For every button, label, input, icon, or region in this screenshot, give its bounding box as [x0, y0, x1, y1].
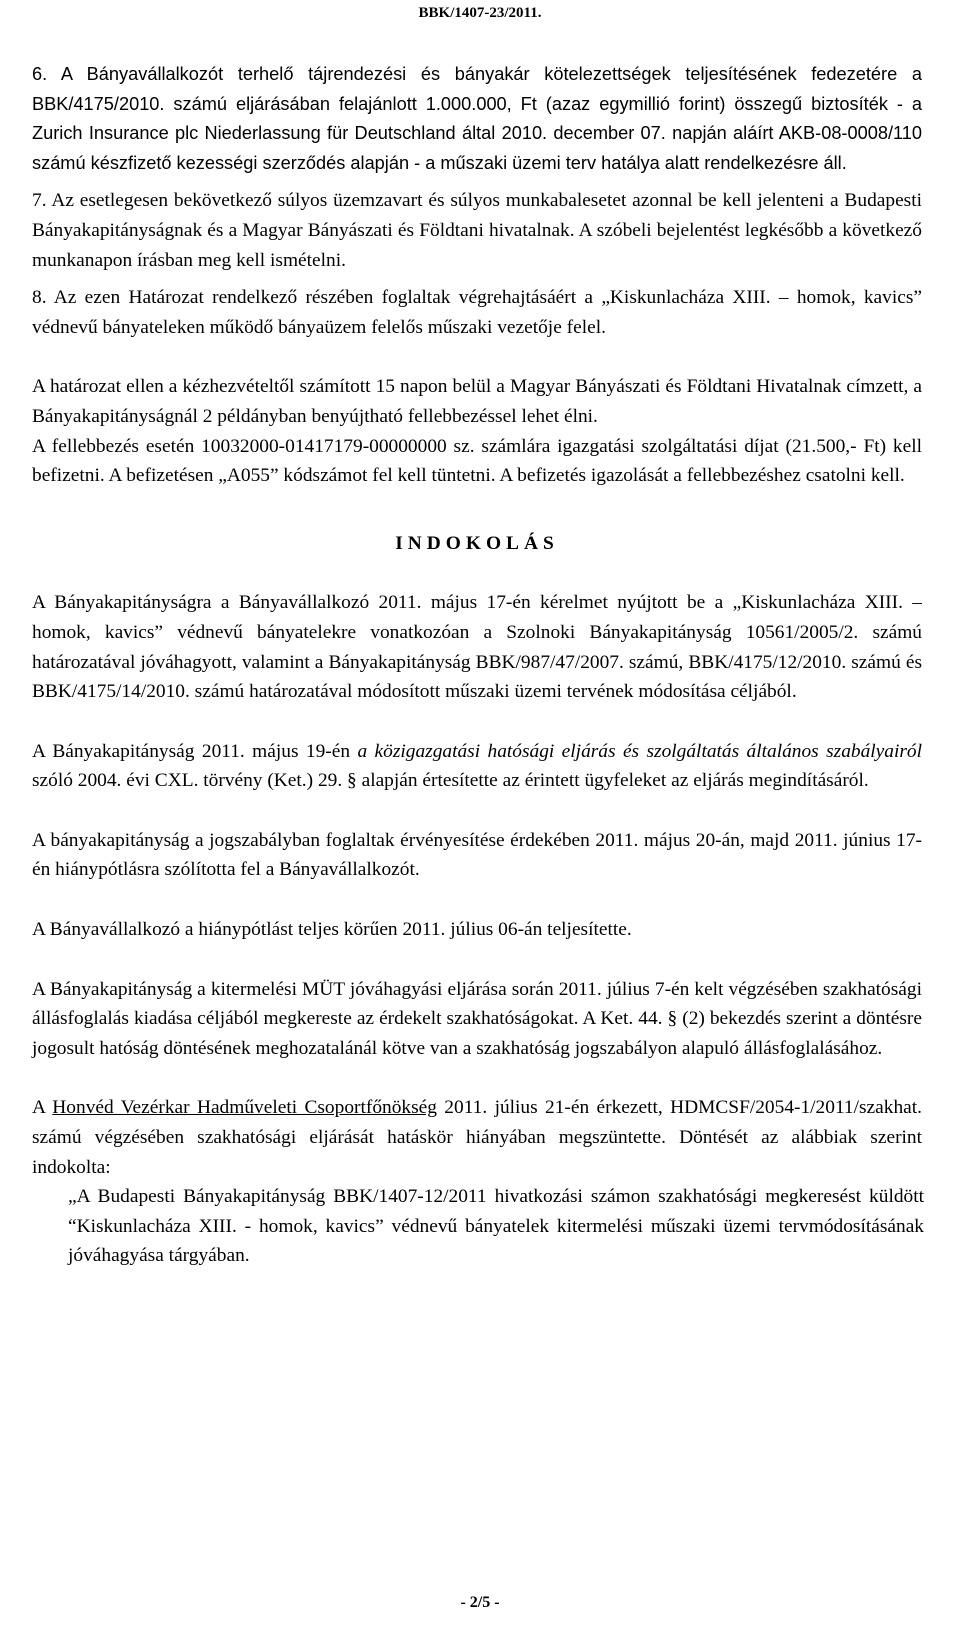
law-title: a közigazgatási hatósági eljárás és szolgáltatás általános szabályairól: [357, 740, 923, 762]
item-6: [32, 60, 922, 178]
para6-text-start: A: [32, 1097, 53, 1119]
reasoning-paragraph-5: A Bányakapitányság a kitermelési MÜT jóváhagyási eljárása során 2011. július 7-én kelt végzésében szakhatósági állásfoglalás kiadása céljából megkereste az érdekelt szakhatóságokat. A Ket. 44. § (2) bekezdés szerint a döntésre jogosult hatóság döntésének meghozatalánál kötve van a szakhatóság jogszabályon alapuló állásfoglalásához.: [32, 978, 922, 1059]
document-body: [32, 60, 922, 1271]
fee-paragraph: A fellebbezés esetén 10032000-01417179-00000000 sz. számlára igazgatási szolgáltatási díjat (21.500,- Ft) kell befizetni. A befizetésen „A055” kódszámot fel kell tüntetni. A befizetés igazolását a fellebbezéshez csatolni kell.: [32, 435, 922, 487]
reasoning-paragraph-1: A Bányakapitányságra a Bányavállalkozó 2011. május 17-én kérelmet nyújtott be a „Kiskunlacháza XIII. – homok, kavics” védnevű bányatelekre vonatkozóan a Szolnoki Bányakapitányság 10561/2005/2. számú határozatával jóváhagyott, valamint a Bányakapitányság BBK/987/47/2007. számú, BBK/4175/12/2010. számú és BBK/4175/14/2010. számú határozatával módosított műszaki üzemi tervének módosítása céljából.: [32, 592, 922, 703]
reasoning-paragraph-2: [32, 737, 922, 796]
reasoning-paragraph-4: A Bányavállalkozó a hiánypótlást teljes körűen 2011. július 06-án teljesítette.: [32, 919, 632, 941]
item-6-part-1: 6. A Bányavállalkozót terhelő tájrendezési és bányakár kötelezettségek teljesítésének fedezetére a BBK/4175/2010. számú eljárásában felajánlott 1.000.000, Ft (azaz egymillió forint) összegű biztosíték - a Zurich Insurance plc Niederlassung für Deutschland által 2010. december 07.: [32, 64, 922, 144]
reasoning-paragraph-3: A bányakapitányság a jogszabályban foglaltak érvényesítése érdekében 2011. május 20-án, majd 2011. június 17-én hiánypótlásra szólította fel a Bányavállalkozót.: [32, 829, 922, 881]
quoted-reasoning: „A Budapesti Bányakapitányság BBK/1407-12/2011 hivatkozási számon szakhatósági megkeresést küldött “Kiskunlacháza XIII. - homok, kavics” védnevű bányatelek kitermelési műszaki üzemi tervmódosításának jóváhagyása tárgyában.: [68, 1186, 924, 1267]
para2-text-end: szóló 2004. évi CXL. törvény (Ket.) 29. § alapján értesítette az érintett ügyfeleket az eljárás megindításáról.: [32, 770, 869, 792]
item-6-part-2: napján aláírt AKB-08-0008/110 számú készfizető kezességi szerződés alapján - a műszaki üzemi terv hatálya alatt rendelkezésre áll.: [32, 123, 922, 173]
document-header: BBK/1407-23/2011.: [418, 5, 542, 21]
item-8: 8. Az ezen Határozat rendelkező részében foglaltak végrehajtásáért a „Kiskunlacháza XIII. – homok, kavics” védnevű bányateleken működő bányaüzem felelős műszaki vezetője felel.: [32, 287, 922, 338]
page-number: - 2/5 -: [460, 1594, 500, 1611]
reasoning-paragraph-6: [32, 1093, 922, 1182]
para6-text-end: 2011. július 21-én érkezett, HDMCSF/2054-1/2011/szakhat. számú végzésében szakhatósági eljárását hatáskör hiányában megszüntette. Döntését az alábbiak szerint indokolta:: [32, 1097, 922, 1178]
section-heading: INDOKOLÁS: [395, 532, 559, 554]
para2-text-start: A Bányakapitányság 2011. május 19-én: [32, 740, 358, 762]
appeal-paragraph: A határozat ellen a kézhezvételtől számított 15 napon belül a Magyar Bányászati és Földtani Hivatalnak címzett, a Bányakapitányságnál 2 példányban benyújtható fellebbezéssel lehet élni.: [32, 376, 922, 427]
authority-name: Honvéd Vezérkar Hadműveleti Csoportfőnökség: [52, 1097, 437, 1119]
item-7: 7. Az esetlegesen bekövetkező súlyos üzemzavart és súlyos munkabalesetet azonnal be kell jelenteni a Budapesti Bányakapitányságnak és a Magyar Bányászati és Földtani hivatalnak. A szóbeli bejelentést legkésőbb a következő munkanapon írásban meg kell ismételni.: [32, 190, 922, 271]
